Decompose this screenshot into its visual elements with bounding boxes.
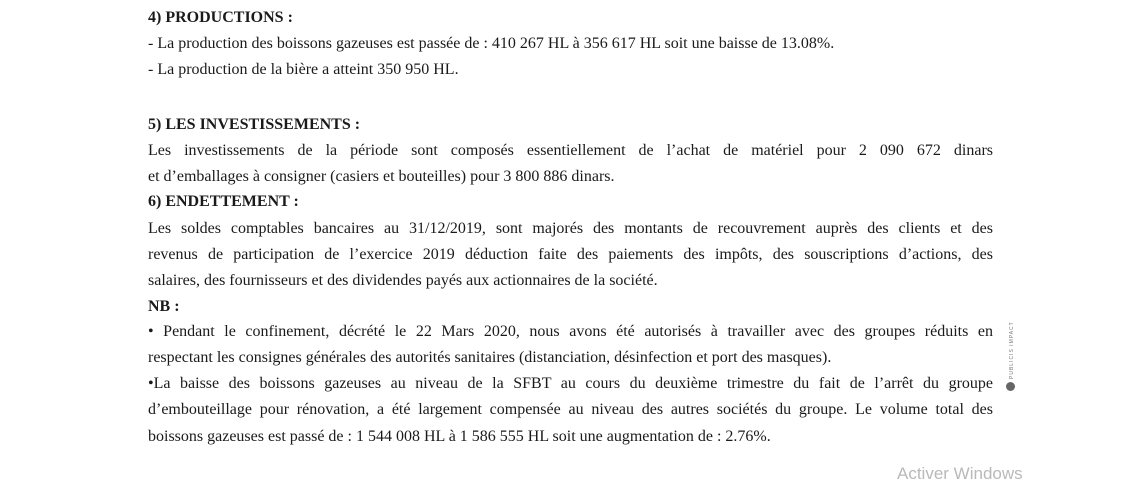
paragraph-line: - La production de la bière a atteint 350 950 HL. [148,61,459,78]
section-heading: 5) LES INVESTISSEMENTS : [148,116,361,133]
windows-activation-watermark: Activer Windows [897,464,1023,483]
paragraph-line: Les soldes comptables bancaires au 31/12/2019, sont majorés des montants de recouvrement auprès des clients et des [148,220,993,237]
paragraph-line: d’embouteillage pour rénovation, a été largement compensée au niveau des autres sociétés du groupe. Le volume total des [148,401,993,418]
section-heading: NB : [148,298,180,315]
paragraph-line: •La baisse des boissons gazeuses au niveau de la SFBT au cours du deuxième trimestre du fait de l’arrêt du groupe [148,375,993,392]
paragraph-line: boissons gazeuses est passé de : 1 544 008 HL à 1 586 555 HL soit une augmentation de : 2.76%. [148,428,771,445]
paragraph-line: revenus de participation de l’exercice 2019 déduction faite des paiements des impôts, des souscriptions d’actions, des [148,246,993,263]
section-heading: 6) ENDETTEMENT : [148,193,299,210]
stamp-seal-icon [1006,382,1015,391]
paragraph-line: et d’emballages à consigner (casiers et bouteilles) pour 3 800 886 dinars. [148,168,615,185]
paragraph-line: • Pendant le confinement, décrété le 22 Mars 2020, nous avons été autorisés à travailler avec des groupes réduits en [148,323,993,340]
paragraph-line: - La production des boissons gazeuses est passée de : 410 267 HL à 356 617 HL soit une baisse de 13.08%. [148,35,835,52]
section-heading: 4) PRODUCTIONS : [148,9,293,26]
stamp-text: PUBLICIS IMPACT [1009,321,1015,379]
publicis-stamp [1004,322,1018,392]
paragraph-line: salaires, des fournisseurs et des dividendes payés aux actionnaires de la société. [148,272,658,289]
paragraph-line: respectant les consignes générales des autorités sanitaires (distanciation, désinfection et port des masques). [148,349,832,366]
paragraph-line: Les investissements de la période sont composés essentiellement de l’achat de matériel pour 2 090 672 dinars [148,142,993,159]
